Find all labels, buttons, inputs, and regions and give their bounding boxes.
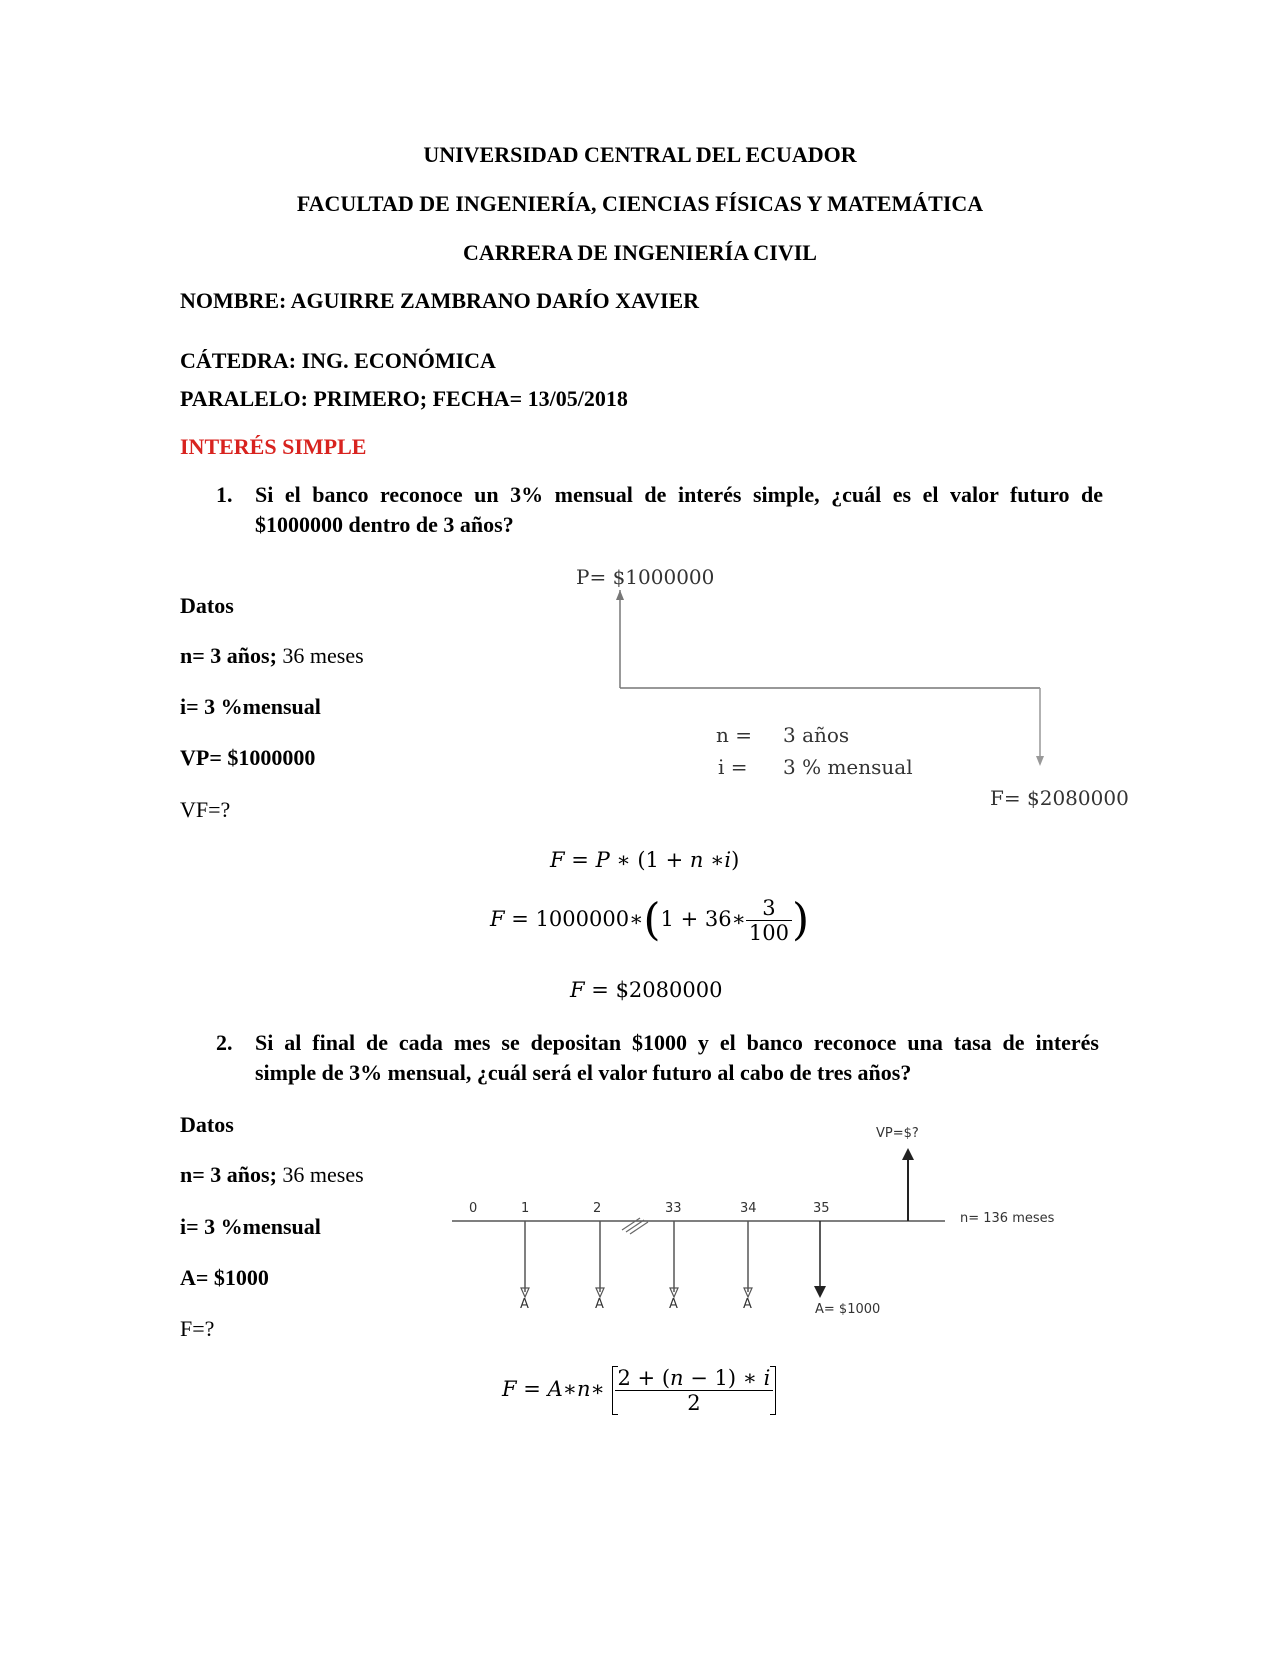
formula2-bracket: [612, 1366, 777, 1415]
career-title: CARRERA DE INGENIERÍA CIVIL: [463, 240, 817, 265]
formula1-n: n: [689, 848, 704, 872]
problem1-datos-label: Datos: [180, 593, 234, 618]
formula2: [502, 1366, 776, 1415]
a-value-35: A= $1000: [815, 1302, 881, 1317]
university-title: UNIVERSIDAD CENTRAL DEL ECUADOR: [423, 142, 857, 167]
formula1-general: [550, 848, 739, 872]
formula1-substituted: [490, 896, 809, 945]
formula2-eq: =: [523, 1377, 541, 1401]
formula2-star2: ∗: [590, 1377, 605, 1401]
formula1s-one-plus: 1 + 36: [660, 907, 732, 931]
formula2-num: 2 + (n − 1) ∗ i: [615, 1366, 774, 1391]
formula2-f: F: [502, 1377, 517, 1401]
formula1-open: (1 +: [637, 848, 684, 872]
problem2-f: F=?: [180, 1316, 215, 1341]
course-name: CÁTEDRA: ING. ECONÓMICA: [180, 348, 496, 373]
a-label-33: A: [669, 1297, 678, 1312]
formula1s-eq: =: [511, 907, 529, 931]
problem2-cashflow-diagram: [440, 1120, 960, 1320]
formula1r-value: $2080000: [615, 978, 723, 1002]
section-title: INTERÉS SIMPLE: [180, 434, 367, 459]
tick-0: 0: [469, 1201, 478, 1216]
f-arrow-head: [1036, 756, 1044, 766]
formula1-star: ∗: [616, 848, 631, 872]
formula1-close: ): [731, 848, 740, 872]
tick-2: 2: [593, 1201, 602, 1216]
a-label-2: A: [595, 1297, 604, 1312]
formula2-fraction: [615, 1366, 774, 1415]
a-label-1: A: [520, 1297, 529, 1312]
vp-label: VP=$?: [876, 1126, 919, 1141]
i-label: i =: [718, 755, 748, 779]
formula1s-fraction: [746, 896, 792, 945]
formula1r-f: F: [570, 978, 585, 1002]
formula1-i: i: [724, 848, 732, 872]
faculty-title: FACULTAD DE INGENIERÍA, CIENCIAS FÍSICAS Y MATEMÁTICA: [296, 191, 984, 216]
problem1-n-bold: n= 3 años;: [180, 643, 277, 668]
problem1-n: [180, 643, 364, 669]
formula1s-paren-open: (: [643, 894, 661, 946]
problem1-number: 1.: [216, 482, 233, 507]
problem1-i: i= 3 %mensual: [180, 694, 321, 719]
n-value: 3 años: [783, 723, 850, 747]
formula1r-eq: =: [591, 978, 609, 1002]
vp-arrow-head: [902, 1148, 914, 1160]
problem2-number: 2.: [216, 1030, 233, 1055]
formula1-p: P: [595, 848, 610, 872]
problem1-cashflow-diagram: [560, 560, 1120, 820]
p-label: P= $1000000: [576, 565, 715, 589]
formula1s-f: F: [490, 907, 505, 931]
problem2-line1: Si al final de cada mes se depositan $1000 y el banco reconoce una tasa de interés: [255, 1030, 1099, 1055]
tick-33: 33: [665, 1201, 682, 1216]
problem2-a: A= $1000: [180, 1265, 269, 1290]
problem2-n: [180, 1162, 364, 1188]
formula1s-p: 1000000: [535, 907, 630, 931]
tick-34: 34: [740, 1201, 757, 1216]
formula1-result: [570, 978, 722, 1002]
problem2-i: i= 3 %mensual: [180, 1214, 321, 1239]
formula2-a: A: [547, 1377, 563, 1401]
formula1s-paren-close: ): [791, 894, 810, 946]
formula2-den: 2: [687, 1391, 701, 1415]
problem1-vp: VP= $1000000: [180, 745, 316, 770]
formula1s-star2: ∗: [731, 907, 746, 931]
deposit-arrow-head-35: [814, 1286, 826, 1298]
formula2-n: n: [577, 1377, 591, 1401]
tick-35: 35: [813, 1201, 830, 1216]
p-arrow-head: [616, 590, 624, 600]
formula1-f: F: [550, 848, 565, 872]
n-label: n =: [716, 723, 752, 747]
problem2-datos-label: Datos: [180, 1112, 234, 1137]
problem1-n-rest: 36 meses: [276, 643, 364, 668]
problem2-line2: simple de 3% mensual, ¿cuál será el valor futuro al cabo de tres años?: [255, 1060, 912, 1085]
formula1s-num: 3: [746, 896, 792, 921]
section-date: PARALELO: PRIMERO; FECHA= 13/05/2018: [180, 386, 628, 411]
formula1-eq: =: [571, 848, 589, 872]
tick-1: 1: [521, 1201, 530, 1216]
student-name: NOMBRE: AGUIRRE ZAMBRANO DARÍO XAVIER: [180, 288, 700, 313]
problem1-line1: Si el banco reconoce un 3% mensual de interés simple, ¿cuál es el valor futuro de: [255, 482, 1103, 507]
problem2-n-bold: n= 3 años;: [180, 1162, 277, 1187]
i-value: 3 % mensual: [783, 755, 913, 779]
problem1-line2: $1000000 dentro de 3 años?: [255, 512, 514, 537]
problem1-vf: VF=?: [180, 797, 231, 822]
formula1-star2: ∗: [710, 848, 725, 872]
formula1s-den: 100: [748, 921, 789, 945]
formula2-star: ∗: [562, 1377, 578, 1401]
problem2-n-rest: 36 meses: [276, 1162, 364, 1187]
n-label: n= 136 meses: [960, 1211, 1055, 1226]
f-label: F= $2080000: [990, 786, 1129, 810]
a-label-34: A: [743, 1297, 752, 1312]
formula1s-star: ∗: [629, 907, 644, 931]
